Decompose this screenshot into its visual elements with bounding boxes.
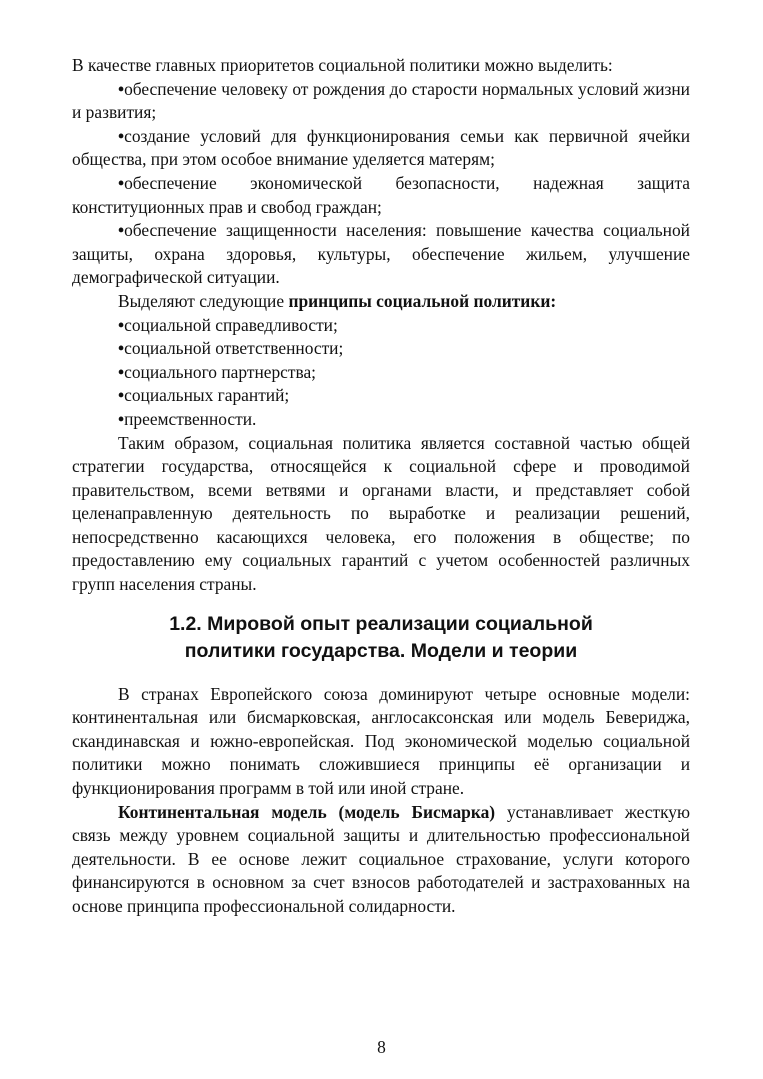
list-item: •обеспечение экономической безопасности, надежная защита конституционных прав и свобод граждан; (72, 172, 690, 217)
continental-term: Континентальная модель (модель Бисмарка) (118, 801, 496, 822)
priorities-list (72, 78, 690, 290)
list-item: •социальной ответственности; (118, 338, 344, 359)
bullet-icon: • (118, 125, 125, 146)
bullet-icon: • (118, 172, 125, 193)
bullet-icon: • (118, 314, 125, 335)
page-number: 8 (377, 1037, 386, 1057)
list-item: •создание условий для функционирования семьи как первичной ячейки общества, при этом особое внимание уделяется матерям; (72, 125, 690, 170)
bullet-icon: • (118, 78, 125, 99)
bullet-icon: • (118, 385, 125, 406)
document-page (72, 54, 690, 919)
bullet-icon: • (118, 361, 125, 382)
list-item: •социального партнерства; (118, 361, 317, 382)
principles-lead: Выделяют следующие принципы социальной политики: (118, 290, 557, 311)
section-heading-line: политики государства. Модели и теории (184, 639, 578, 662)
list-item: •социальных гарантий; (118, 385, 290, 406)
principles-list (72, 314, 690, 432)
bullet-icon: • (118, 338, 125, 359)
list-item: •социальной справедливости; (118, 314, 338, 335)
list-item: •обеспечение человеку от рождения до старости нормальных условий жизни и развития; (72, 78, 690, 123)
intro-paragraph: В качестве главных приоритетов социальной политики можно выделить: (72, 55, 613, 75)
principles-lead-bold: принципы социальной политики: (288, 290, 557, 311)
section-heading-line: 1.2. Мировой опыт реализации социальной (169, 612, 593, 635)
bullet-icon: • (118, 408, 125, 429)
list-item: •преемственности. (118, 408, 257, 429)
models-paragraph: В странах Европейского союза доминируют четыре основные модели: континентальная или бисмарковская, англосаксонская или модель Бевериджа, скандинавская и южно-европейская. Под экономической моделью социальной политики можно понимать сложившиеся принципы её организации и функционирования программ в той или иной стране. (72, 683, 690, 799)
list-item: •обеспечение защищенности населения: повышение качества социальной защиты, охрана здоровья, культуры, обеспечение жильем, улучшение демографической ситуации. (72, 220, 690, 288)
section-heading (72, 611, 690, 665)
conclusion-paragraph: Таким образом, социальная политика является составной частью общей стратегии государства, относящейся к социальной сфере и проводимой правительством, всеми ветвями и органами власти, и представляет собой целенаправленную деятельность по выработке и реализации решений, непосредственно касающихся человека, его положения в обществе; по предоставлению ему социальных гарантий с учетом особенностей различных групп населения страны. (72, 432, 690, 595)
continental-paragraph: Континентальная модель (модель Бисмарка) устанавливает жесткую связь между уровнем социальной защиты и длительностью профессиональной деятельности. В ее основе лежит социальное страхование, услуги которого финансируются в основном за счет взносов работодателей и застрахованных на основе принципа профессиональной солидарности. (72, 801, 690, 916)
bullet-icon: • (118, 220, 125, 241)
